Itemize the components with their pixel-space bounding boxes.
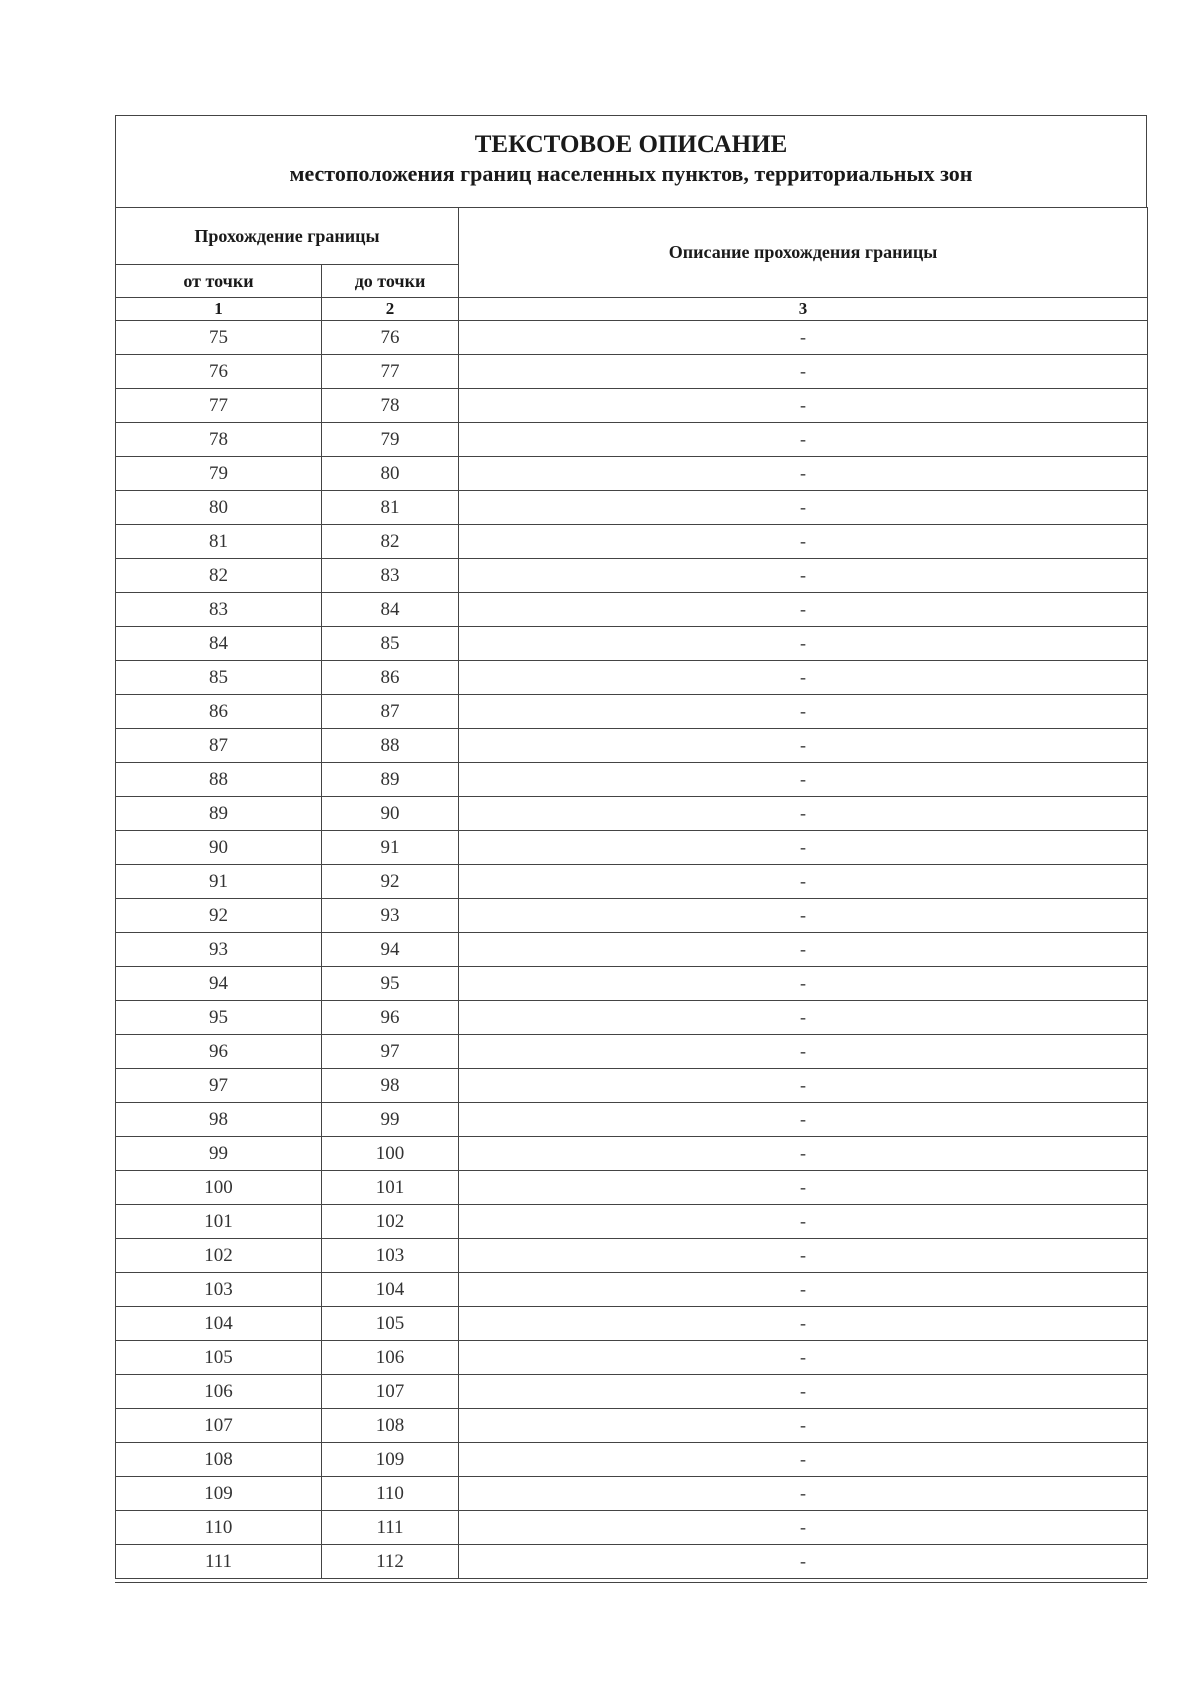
table-row xyxy=(116,831,1148,865)
to-point-cell: 88 xyxy=(322,729,459,763)
to-point-cell: 98 xyxy=(322,1069,459,1103)
from-point-cell: 89 xyxy=(116,797,322,831)
description-cell: - xyxy=(459,661,1148,695)
boundary-table xyxy=(115,207,1148,1579)
description-cell: - xyxy=(459,1273,1148,1307)
table-row xyxy=(116,661,1148,695)
description-cell: - xyxy=(459,695,1148,729)
description-cell: - xyxy=(459,525,1148,559)
header-description: Описание прохождения границы xyxy=(459,208,1148,298)
table-row xyxy=(116,1103,1148,1137)
header-col-number-3: 3 xyxy=(459,298,1148,321)
table-row xyxy=(116,1409,1148,1443)
from-point-cell: 110 xyxy=(116,1511,322,1545)
from-point-cell: 88 xyxy=(116,763,322,797)
to-point-cell: 85 xyxy=(322,627,459,661)
to-point-cell: 77 xyxy=(322,355,459,389)
to-point-cell: 105 xyxy=(322,1307,459,1341)
to-point-cell: 111 xyxy=(322,1511,459,1545)
table-row xyxy=(116,321,1148,355)
description-cell: - xyxy=(459,389,1148,423)
from-point-cell: 102 xyxy=(116,1239,322,1273)
description-cell: - xyxy=(459,1307,1148,1341)
description-cell: - xyxy=(459,967,1148,1001)
from-point-cell: 96 xyxy=(116,1035,322,1069)
table-row xyxy=(116,729,1148,763)
description-cell: - xyxy=(459,1409,1148,1443)
to-point-cell: 84 xyxy=(322,593,459,627)
from-point-cell: 94 xyxy=(116,967,322,1001)
to-point-cell: 92 xyxy=(322,865,459,899)
table-row xyxy=(116,1171,1148,1205)
description-cell: - xyxy=(459,1205,1148,1239)
description-cell: - xyxy=(459,865,1148,899)
table-row xyxy=(116,627,1148,661)
from-point-cell: 97 xyxy=(116,1069,322,1103)
table-row xyxy=(116,967,1148,1001)
from-point-cell: 77 xyxy=(116,389,322,423)
description-cell: - xyxy=(459,1137,1148,1171)
table-row xyxy=(116,763,1148,797)
table-row xyxy=(116,491,1148,525)
table-row xyxy=(116,1307,1148,1341)
from-point-cell: 80 xyxy=(116,491,322,525)
from-point-cell: 111 xyxy=(116,1545,322,1579)
header-col-number-1: 1 xyxy=(116,298,322,321)
from-point-cell: 109 xyxy=(116,1477,322,1511)
from-point-cell: 101 xyxy=(116,1205,322,1239)
from-point-cell: 104 xyxy=(116,1307,322,1341)
description-cell: - xyxy=(459,797,1148,831)
title-block xyxy=(115,115,1147,207)
from-point-cell: 79 xyxy=(116,457,322,491)
to-point-cell: 76 xyxy=(322,321,459,355)
document-page xyxy=(115,115,1147,1583)
to-point-cell: 86 xyxy=(322,661,459,695)
table-row xyxy=(116,695,1148,729)
from-point-cell: 87 xyxy=(116,729,322,763)
table-row xyxy=(116,1511,1148,1545)
description-cell: - xyxy=(459,763,1148,797)
from-point-cell: 75 xyxy=(116,321,322,355)
to-point-cell: 106 xyxy=(322,1341,459,1375)
from-point-cell: 100 xyxy=(116,1171,322,1205)
to-point-cell: 82 xyxy=(322,525,459,559)
to-point-cell: 108 xyxy=(322,1409,459,1443)
table-row xyxy=(116,1035,1148,1069)
from-point-cell: 84 xyxy=(116,627,322,661)
to-point-cell: 112 xyxy=(322,1545,459,1579)
from-point-cell: 107 xyxy=(116,1409,322,1443)
from-point-cell: 81 xyxy=(116,525,322,559)
from-point-cell: 83 xyxy=(116,593,322,627)
to-point-cell: 87 xyxy=(322,695,459,729)
to-point-cell: 99 xyxy=(322,1103,459,1137)
to-point-cell: 102 xyxy=(322,1205,459,1239)
table-row xyxy=(116,1273,1148,1307)
table-row xyxy=(116,1545,1148,1579)
to-point-cell: 95 xyxy=(322,967,459,1001)
description-cell: - xyxy=(459,1103,1148,1137)
table-row xyxy=(116,423,1148,457)
table-row xyxy=(116,1205,1148,1239)
table-row xyxy=(116,1137,1148,1171)
to-point-cell: 89 xyxy=(322,763,459,797)
from-point-cell: 82 xyxy=(116,559,322,593)
description-cell: - xyxy=(459,1035,1148,1069)
to-point-cell: 90 xyxy=(322,797,459,831)
description-cell: - xyxy=(459,1443,1148,1477)
description-cell: - xyxy=(459,899,1148,933)
from-point-cell: 78 xyxy=(116,423,322,457)
description-cell: - xyxy=(459,729,1148,763)
from-point-cell: 95 xyxy=(116,1001,322,1035)
header-to-point: до точки xyxy=(322,265,459,298)
table-row xyxy=(116,1477,1148,1511)
from-point-cell: 86 xyxy=(116,695,322,729)
description-cell: - xyxy=(459,1239,1148,1273)
description-cell: - xyxy=(459,627,1148,661)
to-point-cell: 101 xyxy=(322,1171,459,1205)
table-row xyxy=(116,1001,1148,1035)
to-point-cell: 96 xyxy=(322,1001,459,1035)
from-point-cell: 98 xyxy=(116,1103,322,1137)
from-point-cell: 108 xyxy=(116,1443,322,1477)
to-point-cell: 109 xyxy=(322,1443,459,1477)
table-row xyxy=(116,1239,1148,1273)
table-row xyxy=(116,389,1148,423)
to-point-cell: 94 xyxy=(322,933,459,967)
to-point-cell: 80 xyxy=(322,457,459,491)
table-row xyxy=(116,355,1148,389)
description-cell: - xyxy=(459,1511,1148,1545)
description-cell: - xyxy=(459,1171,1148,1205)
description-cell: - xyxy=(459,1341,1148,1375)
description-cell: - xyxy=(459,831,1148,865)
to-point-cell: 100 xyxy=(322,1137,459,1171)
description-cell: - xyxy=(459,1069,1148,1103)
from-point-cell: 93 xyxy=(116,933,322,967)
to-point-cell: 78 xyxy=(322,389,459,423)
to-point-cell: 81 xyxy=(322,491,459,525)
description-cell: - xyxy=(459,1545,1148,1579)
to-point-cell: 79 xyxy=(322,423,459,457)
table-row xyxy=(116,899,1148,933)
description-cell: - xyxy=(459,423,1148,457)
table-row xyxy=(116,1443,1148,1477)
to-point-cell: 93 xyxy=(322,899,459,933)
table-row xyxy=(116,457,1148,491)
table-row xyxy=(116,559,1148,593)
table-row xyxy=(116,933,1148,967)
bottom-rule xyxy=(115,1582,1147,1583)
description-cell: - xyxy=(459,593,1148,627)
document-subtitle: местоположения границ населенных пунктов, территориальных зон xyxy=(289,161,973,186)
from-point-cell: 76 xyxy=(116,355,322,389)
description-cell: - xyxy=(459,1375,1148,1409)
table-row xyxy=(116,593,1148,627)
from-point-cell: 85 xyxy=(116,661,322,695)
to-point-cell: 107 xyxy=(322,1375,459,1409)
from-point-cell: 90 xyxy=(116,831,322,865)
from-point-cell: 99 xyxy=(116,1137,322,1171)
document-title: ТЕКСТОВОЕ ОПИСАНИЕ xyxy=(474,131,788,158)
to-point-cell: 91 xyxy=(322,831,459,865)
description-cell: - xyxy=(459,491,1148,525)
table-body xyxy=(116,321,1148,1579)
description-cell: - xyxy=(459,559,1148,593)
table-row xyxy=(116,1375,1148,1409)
description-cell: - xyxy=(459,321,1148,355)
table-row xyxy=(116,525,1148,559)
header-boundary-passage: Прохождение границы xyxy=(116,208,459,265)
header-from-point: от точки xyxy=(116,265,322,298)
description-cell: - xyxy=(459,933,1148,967)
to-point-cell: 104 xyxy=(322,1273,459,1307)
description-cell: - xyxy=(459,1477,1148,1511)
to-point-cell: 83 xyxy=(322,559,459,593)
to-point-cell: 103 xyxy=(322,1239,459,1273)
header-col-number-2: 2 xyxy=(322,298,459,321)
to-point-cell: 110 xyxy=(322,1477,459,1511)
table-row xyxy=(116,797,1148,831)
from-point-cell: 105 xyxy=(116,1341,322,1375)
description-cell: - xyxy=(459,355,1148,389)
from-point-cell: 92 xyxy=(116,899,322,933)
description-cell: - xyxy=(459,457,1148,491)
from-point-cell: 103 xyxy=(116,1273,322,1307)
from-point-cell: 91 xyxy=(116,865,322,899)
from-point-cell: 106 xyxy=(116,1375,322,1409)
to-point-cell: 97 xyxy=(322,1035,459,1069)
description-cell: - xyxy=(459,1001,1148,1035)
table-row xyxy=(116,1069,1148,1103)
table-row xyxy=(116,1341,1148,1375)
table-row xyxy=(116,865,1148,899)
